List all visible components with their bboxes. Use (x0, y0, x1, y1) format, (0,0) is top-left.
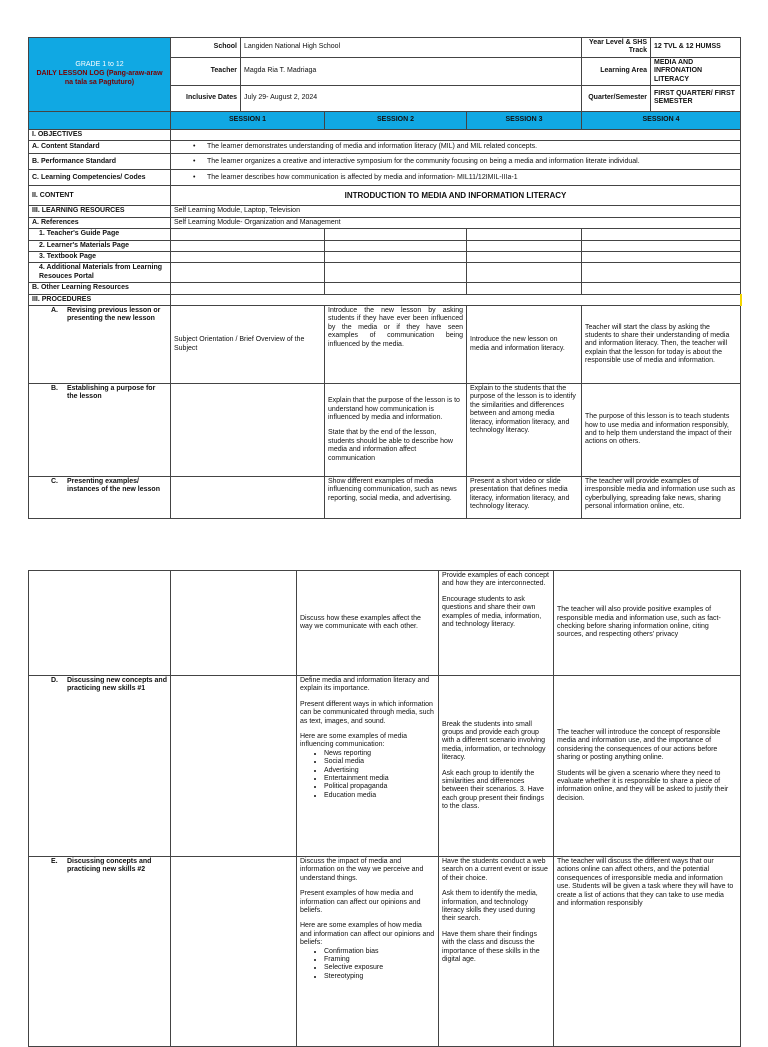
lesson-log-page-2 (28, 570, 741, 1047)
procedure-d-label: D. Discussing new concepts and practicing new skills #1 (29, 676, 171, 857)
list-item: • Stereotyping (324, 973, 435, 981)
opinion-effects-list (300, 948, 435, 982)
procedure-a-label: A. Revising previous lesson or presenting the new lesson (29, 306, 171, 384)
performance-standard-text: • The learner organizes a creative and interactive symposium for the community focusing on being a media and information literate individual. (171, 154, 741, 170)
session-3-header: SESSION 3 (467, 111, 582, 129)
procedures-blank (171, 294, 741, 305)
procedure-e-label: E. Discussing concepts and practicing new skills #2 (29, 857, 171, 1047)
procedures-label: III. PROCEDURES (29, 294, 171, 305)
procedure-c-continued-session-3: Provide examples of each concept and how they are interconnected. Encourage students to ask questions and share their own examples of media, information, and technology literacy. (439, 571, 554, 676)
procedure-c-label: C. Presenting examples/ instances of the new lesson (29, 477, 171, 519)
school-name: Langiden National High School (241, 38, 582, 58)
list-item: • Entertainment media (324, 775, 435, 783)
performance-standard-label: B. Performance Standard (29, 154, 171, 170)
procedure-d-session-2: Define media and information literacy and explain its importance. Present different ways in which information can be communicated through media, such as text, images, and sound. Here are some examples of media influencing communication: • News reporting • Social media • Advertising • Entertainment media • Political propaganda • Education media (297, 676, 439, 857)
list-item: • Confirmation bias (324, 948, 435, 956)
year-level-label: Year Level & SHS Track (582, 38, 651, 58)
content-standard-label: A. Content Standard (29, 141, 171, 154)
grade-label: GRADE 1 to 12 (75, 61, 124, 69)
session-2-header: SESSION 2 (325, 111, 467, 129)
session-header-blank (29, 111, 171, 129)
resources-value: Self Learning Module, Laptop, Television (171, 206, 741, 217)
procedure-b-session-3: Explain to the students that the purpose of the lesson is to identify the similarities and differences between and among media literacy, information literacy, and technology literacy. (467, 384, 582, 477)
procedure-d-session-4: The teacher will introduce the concept of responsible media and information use, and the importance of considering the consequences of our actions before sharing or posting anything online. Students will be given a scenario where they need to evaluate whether it is responsible to share a piece of information online, and they will be asked to justify their decision. (554, 676, 741, 857)
procedure-c-continued-session-2: Discuss how these examples affect the way we communicate with each other. (297, 571, 439, 676)
references-value: Self Learning Module- Organization and Management (171, 217, 741, 228)
dates-value: July 29- August 2, 2024 (241, 85, 582, 111)
learning-area-value: MEDIA AND INFRONATION LITERACY (651, 57, 741, 85)
procedure-a-session-1: Subject Orientation / Brief Overview of the Subject (171, 306, 325, 384)
session-4-header: SESSION 4 (582, 111, 741, 129)
procedure-b-session-2: Explain that the purpose of the lesson is to understand how communication is influenced by media and information. State that by the end of the lesson, students should be able to describe how media and information affect communication (325, 384, 467, 477)
dates-label: Inclusive Dates (171, 85, 241, 111)
procedure-c-session-3: Present a short video or slide presentation that defines media literacy, information literacy, and technology literacy. (467, 477, 582, 519)
procedure-e-session-2: Discuss the impact of media and information on the way we perceive and understand things. Present examples of how media and information can affect our opinions and beliefs. Here are some examples of how media and information can affect our opinions and beliefs: • Confirmation bias • Framing • Selective exposure • Stereotyping (297, 857, 439, 1047)
textbook-label: 3. Textbook Page (29, 251, 171, 262)
other-resources-label: B. Other Learning Resources (29, 283, 171, 294)
procedure-c-session-2: Show different examples of media influencing communication, such as news reporting, social media, and advertising. (325, 477, 467, 519)
list-item: • Social media (324, 758, 435, 766)
references-label: A. References (29, 217, 171, 228)
log-title-cell (29, 38, 171, 112)
resources-label: III. LEARNING RESOURCES (29, 206, 171, 217)
additional-materials-label: 4. Additional Materials from Learning Resouces Portal (29, 263, 171, 283)
list-item: • News reporting (324, 750, 435, 758)
procedure-b-label: B. Establishing a purpose for the lesson (29, 384, 171, 477)
procedure-b-session-4: The purpose of this lesson is to teach students how to use media and information responsibly, and to help them understand the impact of their actions on others. (582, 384, 741, 477)
learning-area-label: Learning Area (582, 57, 651, 85)
procedure-a-session-4: Teacher will start the class by asking the students to share their understanding of media and information literacy. Then, the teacher will explain that the lesson for today is about the responsible use of media and information. (582, 306, 741, 384)
procedure-c-continued-session-4: The teacher will also provide positive examples of responsible media and information use, such as fact-checking before sharing information online, citing sources, and respecting others' privacy (554, 571, 741, 676)
procedure-a-session-2: Introduce the new lesson by asking students if they have ever been influenced by the media or if they have seen examples of communication being influenced by the media. (325, 306, 467, 384)
learners-materials-label: 2. Learner's Materials Page (29, 240, 171, 251)
list-item: • Framing (324, 956, 435, 964)
content-label: II. CONTENT (29, 186, 171, 206)
media-influence-list (300, 750, 435, 800)
teachers-guide-label: 1. Teacher's Guide Page (29, 229, 171, 240)
list-item: • Education media (324, 792, 435, 800)
lesson-log-page-1 (28, 37, 742, 519)
procedure-c-session-4: The teacher will provide examples of irresponsible media and information use such as cyberbullying, spreading fake news, sharing personal information online, etc. (582, 477, 741, 519)
procedure-e-session-4: The teacher will discuss the different ways that our actions online can affect others, and the potential consequences of irresponsible media and information use. Students will be given a task where they will have to create a list of actions that they can take to use media and information responsibly (554, 857, 741, 1047)
procedure-c-continued-label (29, 571, 171, 676)
list-item: • Political propaganda (324, 783, 435, 791)
procedure-d-session-3: Break the students into small groups and provide each group with a different scenario involving media, information, or technology literacy. Ask each group to identify the similarities and differences between their scenarios. 3. Have each group present their findings to the class. (439, 676, 554, 857)
teacher-label: Teacher (171, 57, 241, 85)
school-label: School (171, 38, 241, 58)
competencies-text: • The learner describes how communication is affected by media and information- MIL11/12IMIL-IIIa-1 (171, 170, 741, 186)
year-level-value: 12 TVL & 12 HUMSS (651, 38, 741, 58)
list-item: • Selective exposure (324, 964, 435, 972)
session-1-header: SESSION 1 (171, 111, 325, 129)
competencies-label: C. Learning Competencies/ Codes (29, 170, 171, 186)
teacher-name: Magda Ria T. Madriaga (241, 57, 582, 85)
quarter-value: FIRST QUARTER/ FIRST SEMESTER (651, 85, 741, 111)
procedure-e-session-3: Have the students conduct a web search on a current event or issue of their choice. Ask them to identify the media, information, and technology literacy skills they used during their search. Have them share their findings with the class and discuss the importance of these skills in the digital age. (439, 857, 554, 1047)
objectives-blank (171, 129, 741, 140)
content-title: INTRODUCTION TO MEDIA AND INFORMATION LITERACY (171, 186, 741, 206)
content-standard-text: • The learner demonstrates understanding of media and information literacy (MIL) and MIL related concepts. (171, 141, 741, 154)
objectives-label: I. OBJECTIVES (29, 129, 171, 140)
quarter-label: Quarter/Semester (582, 85, 651, 111)
log-title: DAILY LESSON LOG (Pang-araw-araw na tala sa Pagtuturo) (36, 70, 163, 86)
list-item: • Advertising (324, 767, 435, 775)
procedure-a-session-3: Introduce the new lesson on media and information literacy. (467, 306, 582, 384)
